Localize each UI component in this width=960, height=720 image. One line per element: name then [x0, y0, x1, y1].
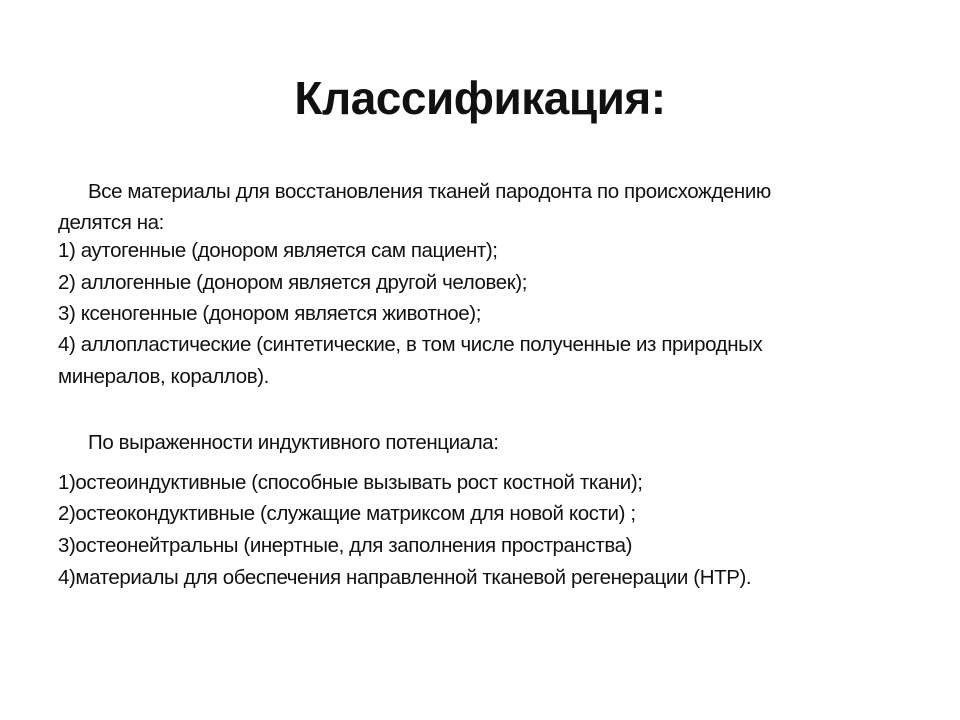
list-item: 4)материалы для обеспечения направленной тканевой регенерации (НТР).	[58, 566, 752, 589]
origin-intro-cont: делятся на:	[58, 211, 164, 234]
list-item: 2)остеокондуктивные (служащие матриксом для новой кости) ;	[58, 502, 636, 525]
list-item: 3) ксеногенные (донором является животное);	[58, 302, 482, 325]
induction-intro: По выраженности индуктивного потенциала:	[88, 431, 499, 454]
list-item: 3)остеонейтральны (инертные, для заполнения пространства)	[58, 534, 633, 557]
origin-intro: Все материалы для восстановления тканей пародонта по происхождению	[88, 180, 771, 203]
list-item: 2) аллогенные (донором является другой человек);	[58, 271, 528, 294]
slide-title: Классификация:	[294, 72, 666, 124]
list-item: 1) аутогенные (донором является сам пациент);	[58, 239, 498, 262]
list-item-cont: минералов, кораллов).	[58, 365, 269, 388]
list-item: 1)остеоиндуктивные (способные вызывать рост костной ткани);	[58, 471, 643, 494]
list-item: 4) аллопластические (синтетические, в том числе полученные из природных	[58, 333, 763, 356]
